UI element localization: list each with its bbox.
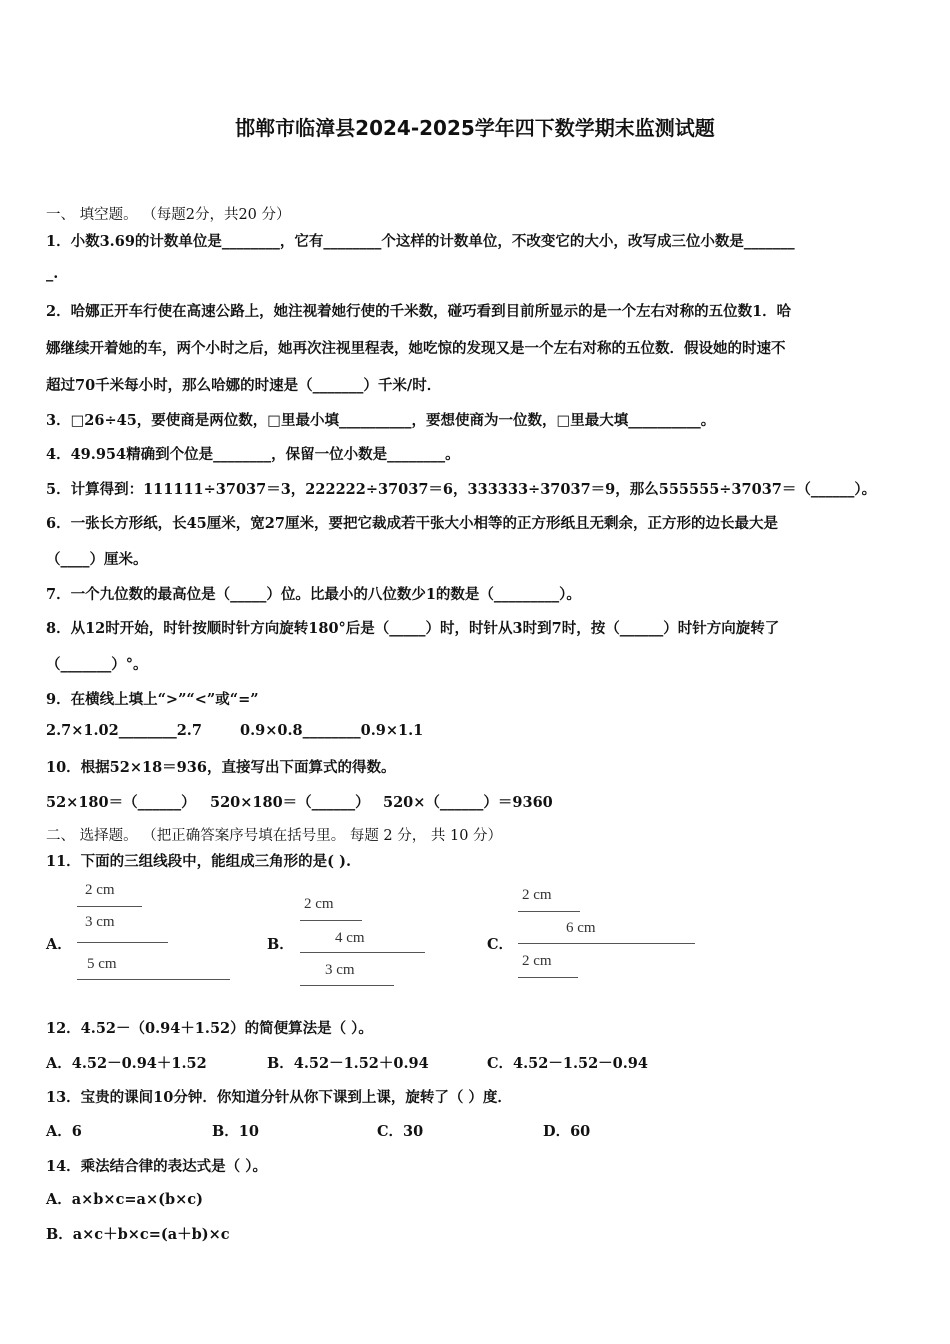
question-10: 10．根据52×18＝936，直接写出下面算式的得数。	[46, 759, 396, 776]
page-title: 邯郸市临漳县2024-2025学年四下数学期末监测试题	[235, 116, 715, 140]
q11-c-seg2-label: 6 cm	[566, 920, 596, 936]
q14-option-a: A．a×b×c=a×(b×c)	[46, 1191, 203, 1208]
question-10-item-3: 520×（______）＝9360	[383, 794, 553, 811]
q11-b-seg2-label: 4 cm	[335, 930, 365, 946]
question-4: 4．49.954精确到个位是________，保留一位小数是________。	[46, 446, 460, 463]
question-10-item-1: 52×180＝（______）	[46, 794, 196, 811]
q11-b-seg3-line	[300, 985, 394, 986]
q11-b-seg1-line	[300, 920, 362, 921]
q11-b-seg2-line	[300, 952, 425, 953]
question-8-line-2: （_______）°。	[46, 656, 148, 673]
q11-c-seg3-line	[518, 977, 578, 978]
q13-option-d: D．60	[543, 1123, 591, 1140]
question-9: 9．在横线上填上“>”“<”或“=”	[46, 691, 259, 708]
question-2-line-2: 娜继续开着她的车，两个小时之后，她再次注视里程表，她吃惊的发现又是一个左右对称的五位数．假设她的时速不	[46, 340, 786, 357]
section-2-heading: 二、 选择题。 （把正确答案序号填在括号里。 每题 2 分， 共 10 分）	[46, 828, 503, 844]
q12-option-c: C．4.52－1.52－0.94	[487, 1055, 648, 1072]
q11-a-seg1-line	[77, 906, 142, 907]
q12-option-a: A．4.52－0.94＋1.52	[46, 1055, 207, 1072]
q11-c-seg1-label: 2 cm	[522, 887, 552, 903]
section-1-heading: 一、 填空题。 （每题2分，共20 分）	[46, 207, 291, 223]
question-10-item-2: 520×180＝（______）	[210, 794, 370, 811]
q11-option-c-label: C．	[487, 936, 514, 953]
q11-a-seg2-label: 3 cm	[85, 914, 115, 930]
q11-b-seg3-label: 3 cm	[325, 962, 355, 978]
question-13: 13．宝贵的课间10分钟．你知道分针从你下课到上课，旋转了（ ）度．	[46, 1089, 512, 1106]
q11-a-seg2-line	[77, 942, 168, 943]
question-12: 12．4.52－（0.94＋1.52）的简便算法是（ ）。	[46, 1020, 373, 1037]
q11-a-seg1-label: 2 cm	[85, 882, 115, 898]
q11-c-seg3-label: 2 cm	[522, 953, 552, 969]
q13-option-c: C．30	[377, 1123, 424, 1140]
question-8-line-1: 8．从12时开始，时针按顺时针方向旋转180°后是（_____）时，时针从3时到7时，按（______）时针方向旋转了	[46, 620, 780, 637]
question-6-line-2: （____）厘米。	[46, 551, 148, 568]
question-6-line-1: 6．一张长方形纸，长45厘米，宽27厘米，要把它裁成若干张大小相等的正方形纸且无剩余，正方形的边长最大是	[46, 515, 778, 532]
q11-option-b-label: B．	[267, 936, 294, 953]
q11-option-a-label: A．	[46, 936, 72, 953]
q14-option-b: B．a×c＋b×c=(a＋b)×c	[46, 1226, 230, 1243]
q13-option-b: B．10	[212, 1123, 259, 1140]
q11-c-seg2-line	[518, 943, 695, 944]
q11-a-seg3-label: 5 cm	[87, 956, 117, 972]
question-7: 7．一个九位数的最高位是（_____）位。比最小的八位数少1的数是（_________）。	[46, 586, 581, 603]
question-1-line-1: 1．小数3.69的计数单位是________，它有________个这样的计数单位，不改变它的大小，改写成三位小数是_______	[46, 233, 795, 250]
q13-option-a: A．6	[46, 1123, 82, 1140]
question-9-item-1: 2.7×1.02________2.7	[46, 722, 202, 739]
question-1-line-2: _.	[46, 265, 59, 282]
q11-c-seg1-line	[518, 911, 580, 912]
q11-b-seg1-label: 2 cm	[304, 896, 334, 912]
question-3: 3．□26÷45，要使商是两位数，□里最小填__________，要想使商为一位数，□里最大填__________。	[46, 412, 716, 429]
question-9-item-2: 0.9×0.8________0.9×1.1	[240, 722, 424, 739]
question-11: 11．下面的三组线段中，能组成三角形的是( ).	[46, 853, 351, 870]
question-14: 14．乘法结合律的表达式是（ ）。	[46, 1158, 267, 1175]
question-2-line-1: 2．哈娜正开车行使在高速公路上，她注视着她行使的千米数，碰巧看到目前所显示的是一个左右对称的五位数1．哈	[46, 303, 792, 320]
question-5: 5．计算得到：111111÷37037＝3，222222÷37037＝6，333333÷37037＝9，那么555555÷37037＝（______）。	[46, 481, 877, 498]
q11-a-seg3-line	[77, 979, 230, 980]
q12-option-b: B．4.52－1.52＋0.94	[267, 1055, 429, 1072]
question-2-line-3: 超过70千米每小时，那么哈娜的时速是（_______）千米/时．	[46, 377, 442, 394]
